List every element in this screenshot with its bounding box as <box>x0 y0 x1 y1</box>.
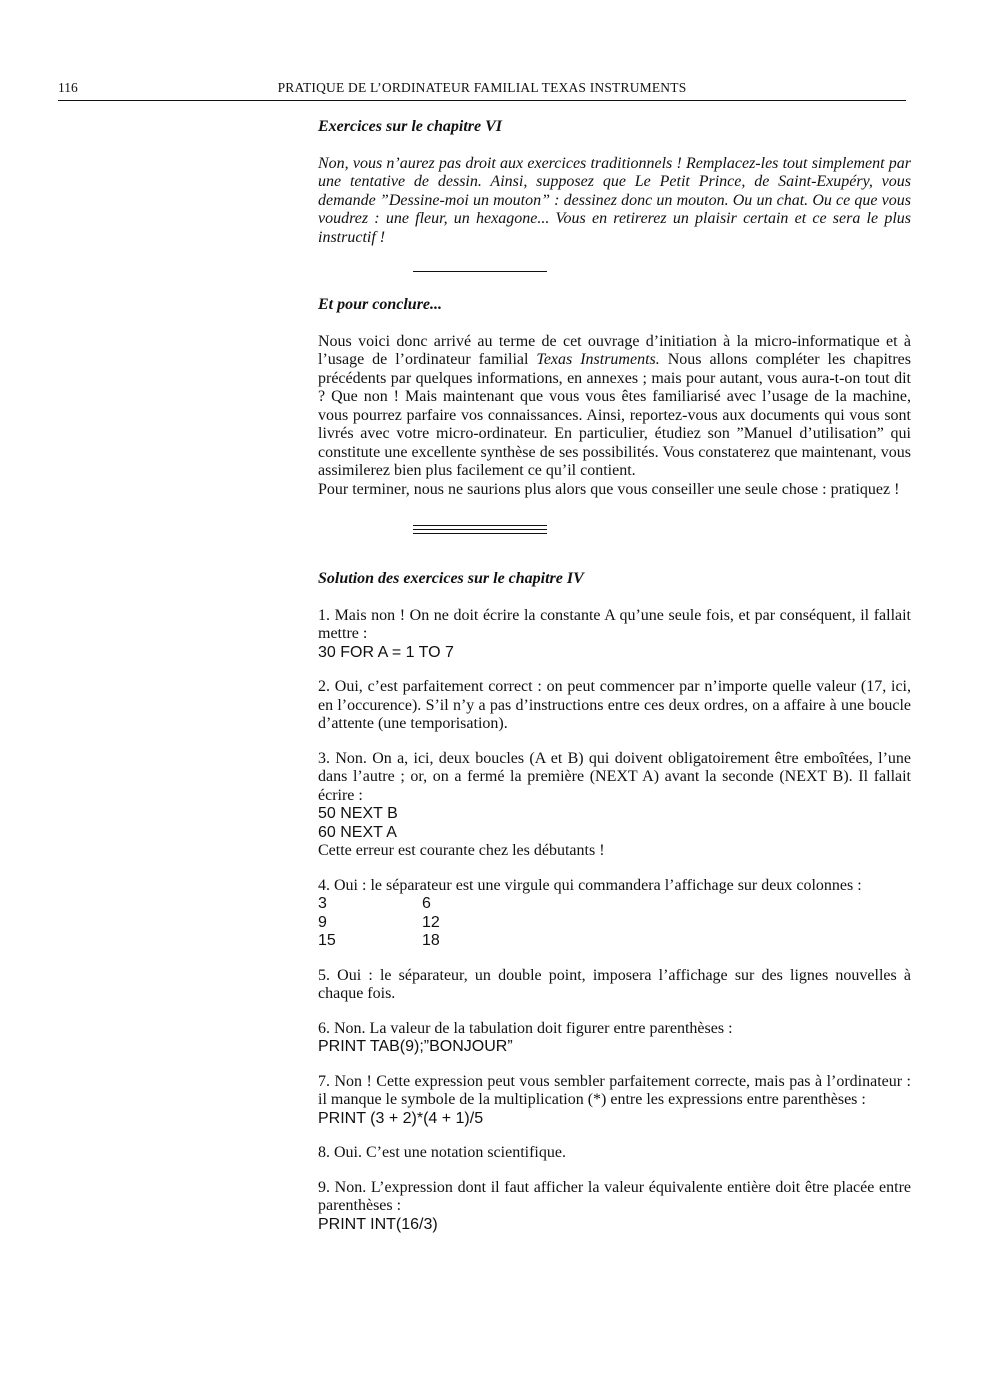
solution-1 <box>318 607 911 663</box>
output-cell: 3 <box>318 895 327 912</box>
conclusion-section <box>318 296 911 499</box>
page-header <box>58 76 906 101</box>
solution-8 <box>318 1144 911 1163</box>
brand-name: Texas Instruments. <box>536 351 660 368</box>
conclusion-title: Et pour conclure... <box>318 296 443 313</box>
exercises-title: Exercices sur le chapitre VI <box>318 118 502 135</box>
exercises-text: Non, vous n’aurez pas droit aux exercices traditionnels ! Remplacez-les tout simplement par une tentative de dessin. Ainsi, supposez que Le Petit Prince, de Saint-Exupéry, vous demande ”Dessine-moi un mouton” : dessinez donc un mouton. Ou un chat. Ou ce que vous voudrez : une fleur, un hexagone... Vous en retirerez un plaisir certain et ce sera le plus instructif ! <box>318 154 911 246</box>
section-divider <box>413 271 547 272</box>
output-cell: 18 <box>422 932 440 949</box>
solution-3-note: Cette erreur est courante chez les débutants ! <box>318 842 605 859</box>
output-row <box>318 914 911 933</box>
output-row <box>318 932 911 951</box>
conclusion-final-paragraph: Pour terminer, nous ne saurions plus alors que vous conseiller une seule chose : pratiquez ! <box>318 480 900 498</box>
conclusion-text-start: Nous voici donc arrivé au terme de cet ouvrage d’initiation à la micro-informatique et à l’usage de l’ordinateur familial <box>318 332 911 368</box>
page-content <box>318 118 911 1250</box>
solution-3-code-line-2: 60 NEXT A <box>318 823 397 841</box>
solution-7-code: PRINT (3 + 2)*(4 + 1)/5 <box>318 1109 484 1127</box>
solution-4 <box>318 877 911 951</box>
solution-2-text: 2. Oui, c’est parfaitement correct : on peut commencer par n’importe quelle valeur (17, ici, en l’occurence). S’il n’y a pas d’instructions entre ces deux ordres, on a affaire à une boucle d’attente (une temporisation). <box>318 678 911 732</box>
solution-3-text: 3. Non. On a, ici, deux boucles (A et B) qui doivent obligatoirement être emboîtées, l’une dans l’autre ; or, on a fermé la première (NEXT A) avant la seconde (NEXT B). Il fallait écrire : <box>318 749 911 804</box>
solution-9-code: PRINT INT(16/3) <box>318 1215 438 1233</box>
solution-3-code-line-1: 50 NEXT B <box>318 805 398 822</box>
solution-1-text: 1. Mais non ! On ne doit écrire la constante A qu’une seule fois, et par conséquent, il fallait mettre : <box>318 606 911 642</box>
solution-7-text: 7. Non ! Cette expression peut vous sembler parfaitement correcte, mais pas à l’ordinateur : il manque le symbole de la multiplication (*) entre les expressions entre parenthèses : <box>318 1072 911 1108</box>
solution-6-text: 6. Non. La valeur de la tabulation doit figurer entre parenthèses : <box>318 1019 733 1037</box>
solution-3 <box>318 750 911 861</box>
solution-5 <box>318 967 911 1004</box>
solution-6-code: PRINT TAB(9);”BONJOUR” <box>318 1038 513 1055</box>
conclusion-paragraph <box>318 333 911 481</box>
solution-9-text: 9. Non. L’expression dont il faut afficher la valeur équivalente entière doit être placée entre parenthèses : <box>318 1178 911 1214</box>
conclusion-text-end: Nous allons compléter les chapitres précédents par quelques informations, en annexes ; mais pour autant, vous aura-t-on tout dit ? Que non ! Mais maintenant que vous vous êtes familiarisé avec l’usage de la machine, vous pourrez parfaire vos connaissances. Ainsi, reportez-vous aux documents qui vous sont livrés avec votre micro-ordinateur. En particulier, étudiez son ”Manuel d’utilisation” qui constitute une excellente synthèse de ses possibilités. Vous constaterez que maintenant, vous assimilerez bien plus facilement ce qu’il contient. <box>318 351 912 479</box>
output-cell: 9 <box>318 913 327 931</box>
solution-1-code: 30 FOR A = 1 TO 7 <box>318 643 454 661</box>
page-number: 116 <box>58 80 78 95</box>
solution-5-text: 5. Oui : le séparateur, un double point, imposera l’affichage sur des lignes nouvelles à chaque fois. <box>318 966 911 1002</box>
solution-2 <box>318 678 911 734</box>
solution-8-text: 8. Oui. C’est une notation scientifique. <box>318 1144 566 1161</box>
double-divider <box>413 525 547 534</box>
output-cell: 12 <box>422 913 440 931</box>
solution-4-text: 4. Oui : le séparateur est une virgule qui commandera l’affichage sur deux colonnes : <box>318 876 862 894</box>
output-row <box>318 895 911 914</box>
output-cell: 6 <box>422 895 431 912</box>
exercises-section <box>318 118 911 247</box>
running-title: PRATIQUE DE L’ORDINATEUR FAMILIAL TEXAS INSTRUMENTS <box>277 80 687 95</box>
solution-9 <box>318 1179 911 1235</box>
solution-7 <box>318 1073 911 1129</box>
solution-6 <box>318 1020 911 1057</box>
output-cell: 15 <box>318 932 336 949</box>
solutions-section <box>318 570 911 1234</box>
solutions-title: Solution des exercices sur le chapitre IV <box>318 570 584 587</box>
